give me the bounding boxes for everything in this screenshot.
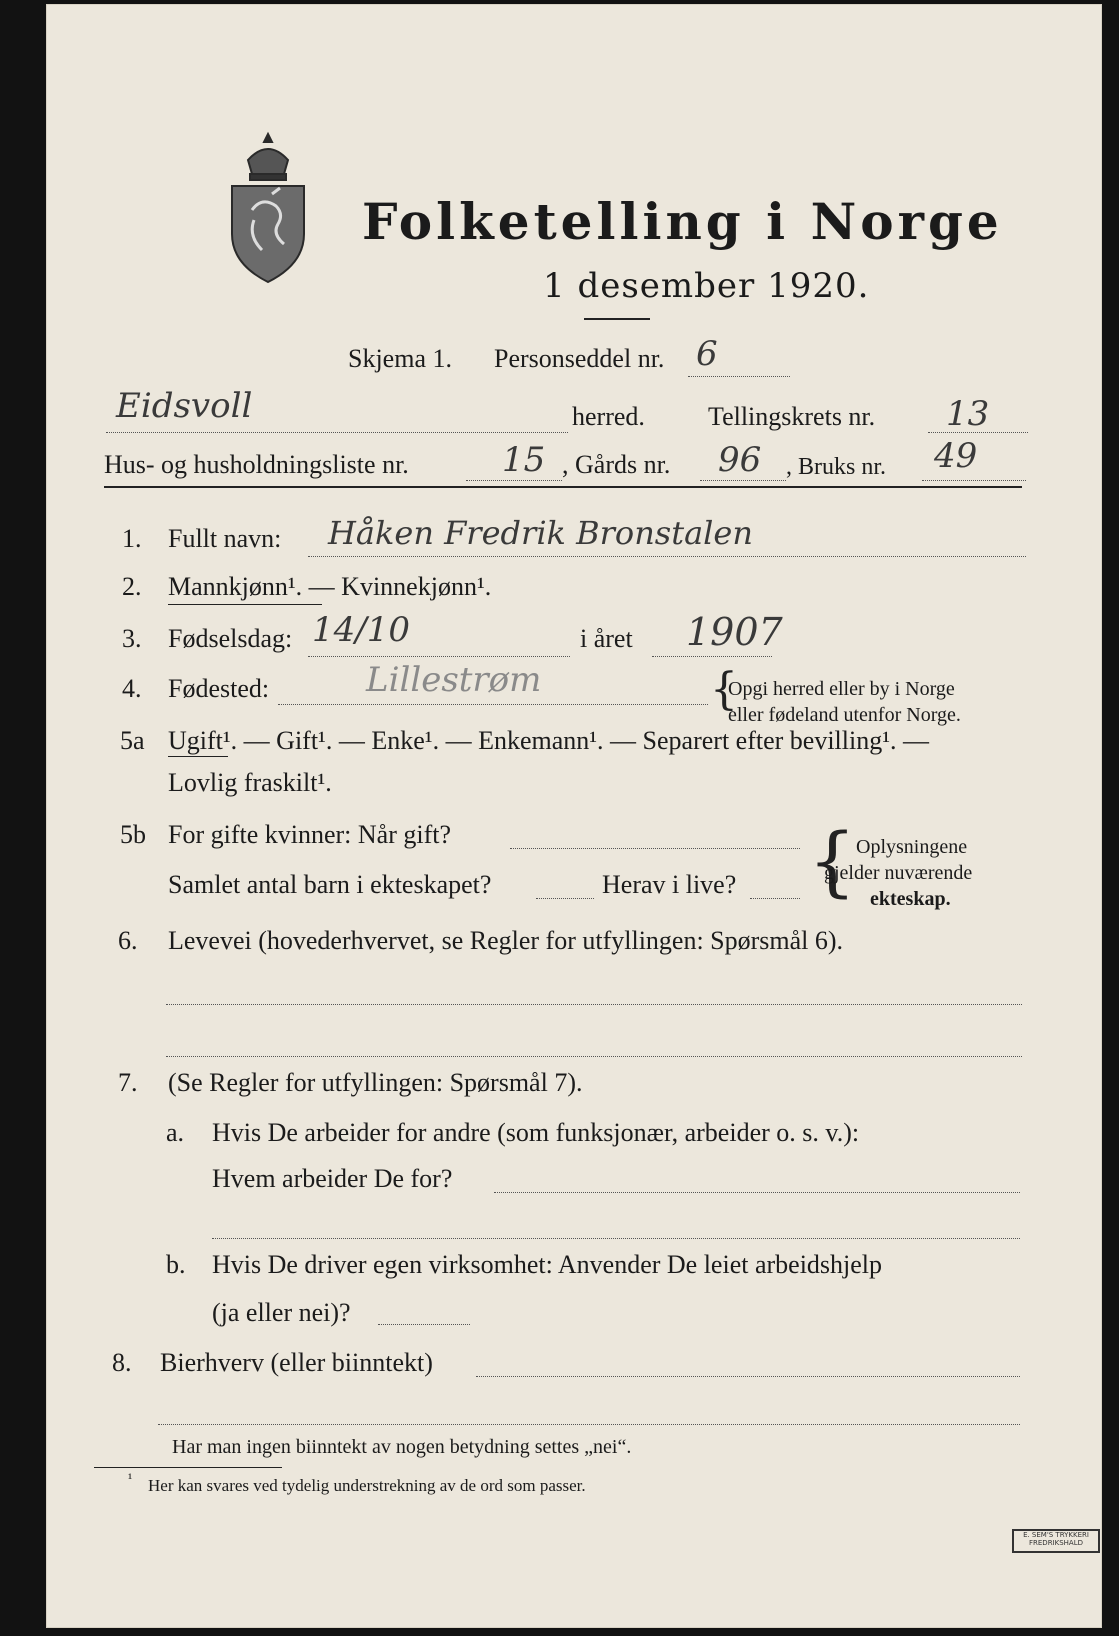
herred-line (106, 432, 568, 433)
q8-number: 8. (112, 1348, 132, 1377)
alive-label: Herav i live? (602, 870, 737, 899)
marriage-note-1: Oplysningene (856, 836, 968, 858)
birthplace-brace: { (710, 664, 738, 715)
personseddel-line (688, 376, 790, 377)
q1-label: Fullt navn: (168, 524, 282, 553)
bruks-value[interactable]: 49 (934, 436, 978, 476)
q5b-number: 5b (120, 820, 146, 849)
footnote-rule (94, 1467, 282, 1468)
employer-line-2[interactable] (212, 1238, 1020, 1239)
year-label: i året (580, 624, 633, 653)
q7b-label: Hvis De driver egen virksomhet: Anvender De leiet arbeidshjelp (212, 1250, 883, 1279)
printer-stamp: E. SEM'S TRYKKERI FREDRIKSHALD (1012, 1529, 1100, 1553)
census-form-page (46, 4, 1102, 1628)
q4-label: Fødested: (168, 674, 270, 703)
side-income-line-2[interactable] (158, 1424, 1020, 1425)
q3-number: 3. (122, 624, 142, 653)
children-line (536, 898, 594, 899)
gards-value[interactable]: 96 (718, 440, 762, 480)
birthplace-note-2: eller fødeland utenfor Norge. (728, 704, 961, 726)
marriage-brace: { (808, 816, 857, 905)
gender-options[interactable]: Mannkjønn¹. — Kvinnekjønn¹. (168, 572, 492, 601)
bruks-label: , Bruks nr. (786, 454, 887, 480)
personseddel-label: Personseddel nr. (494, 344, 665, 373)
herred-value[interactable]: Eidsvoll (116, 386, 253, 426)
hus-label: Hus- og husholdningsliste nr. (104, 450, 409, 479)
q7a-label: Hvis De arbeider for andre (som funksjonær, arbeider o. s. v.): (212, 1118, 860, 1147)
birthplace-line (278, 704, 708, 705)
side-income-line-1[interactable] (476, 1376, 1020, 1377)
q7b-label-2: (ja eller nei)? (212, 1298, 351, 1327)
full-name-value[interactable]: Håken Fredrik Bronstalen (328, 514, 753, 552)
gards-line (700, 480, 786, 481)
marriage-note-3: ekteskap. (870, 888, 951, 910)
tellingskrets-value[interactable]: 13 (946, 394, 990, 434)
married-when-line (510, 848, 800, 849)
q5b-label: For gifte kvinner: Når gift? (168, 820, 452, 849)
herred-label: herred. (572, 402, 645, 431)
q4-number: 4. (122, 674, 142, 703)
skjema-label: Skjema 1. (348, 344, 452, 373)
footnote-text: Her kan svares ved tydelig understrekning av de ord som passer. (148, 1476, 586, 1495)
q6-label: Levevei (hovederhvervet, se Regler for utfyllingen: Spørsmål 6). (168, 926, 844, 955)
employer-line-1[interactable] (494, 1192, 1020, 1193)
marriage-note-2: gjelder nuværende (824, 862, 973, 884)
gender-underline (168, 604, 322, 605)
hired-help-line[interactable] (378, 1324, 470, 1325)
q5a-number: 5a (120, 726, 145, 755)
birthplace-note-1: Opgi herred eller by i Norge (728, 678, 955, 700)
side-income-note: Har man ingen biinntekt av nogen betydning settes „nei“. (172, 1436, 632, 1458)
q7-number: 7. (118, 1068, 138, 1097)
alive-line (750, 898, 800, 899)
tellingskrets-line (928, 432, 1028, 433)
hus-value[interactable]: 15 (502, 440, 546, 480)
coat-of-arms-icon (222, 130, 314, 286)
personseddel-value[interactable]: 6 (696, 334, 718, 374)
bruks-line (922, 480, 1026, 481)
birthplace-value[interactable]: Lillestrøm (366, 660, 542, 700)
form-title: Folketelling i Norge (362, 192, 1003, 251)
q6-number: 6. (118, 926, 138, 955)
occupation-line-2[interactable] (166, 1056, 1022, 1057)
marital-options[interactable]: Ugift¹. — Gift¹. — Enke¹. — Enkemann¹. — Separert efter bevilling¹. — (168, 726, 930, 755)
tellingskrets-label: Tellingskrets nr. (708, 402, 876, 431)
q1-number: 1. (122, 524, 142, 553)
title-divider (584, 318, 650, 320)
birth-year-line (652, 656, 772, 657)
marital-underline (168, 756, 228, 757)
children-label: Samlet antal barn i ekteskapet? (168, 870, 492, 899)
q2-number: 2. (122, 572, 142, 601)
form-subtitle: 1 desember 1920. (543, 266, 870, 306)
hus-line (466, 480, 562, 481)
occupation-line-1[interactable] (166, 1004, 1022, 1005)
gards-label: , Gårds nr. (562, 450, 671, 479)
footnote-mark: ¹ (128, 1472, 133, 1487)
birth-day-value[interactable]: 14/10 (312, 610, 410, 650)
header-rule (104, 486, 1022, 488)
q8-label: Bierhverv (eller biinntekt) (160, 1348, 433, 1377)
q7a-label-2: Hvem arbeider De for? (212, 1164, 453, 1193)
marital-options-2[interactable]: Lovlig fraskilt¹. (168, 768, 332, 797)
q7a-number: a. (166, 1118, 185, 1147)
q3-label: Fødselsdag: (168, 624, 293, 653)
q7-label: (Se Regler for utfyllingen: Spørsmål 7). (168, 1068, 583, 1097)
birth-year-value[interactable]: 1907 (686, 610, 783, 654)
bleed-through-text (906, 124, 911, 145)
full-name-line (308, 556, 1026, 557)
birth-day-line (308, 656, 570, 657)
q7b-number: b. (166, 1250, 186, 1279)
